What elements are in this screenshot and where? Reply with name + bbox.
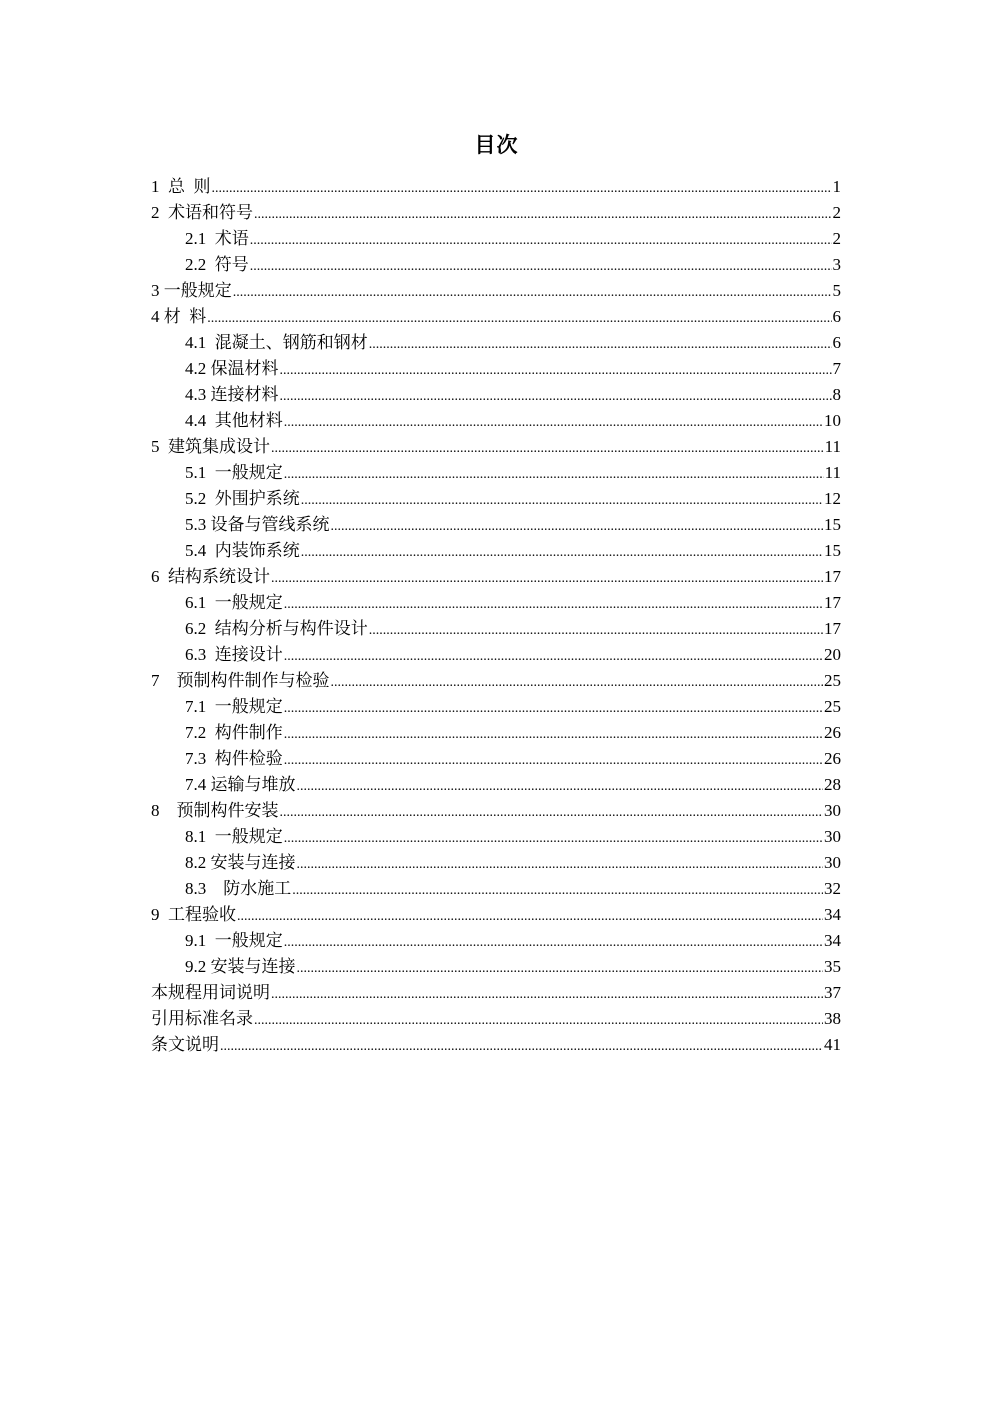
toc-entry[interactable]: [151, 382, 841, 408]
toc-entry[interactable]: [151, 954, 841, 980]
toc-dot-leader: [369, 332, 832, 358]
toc-dot-leader: [284, 748, 823, 774]
toc-entry-label: 9.1 一般规定: [185, 931, 283, 950]
toc-entry-label: 引用标准名录: [151, 1009, 253, 1028]
toc-entry[interactable]: [151, 512, 841, 538]
toc-entry-label: 4.4 其他材料: [185, 411, 283, 430]
toc-entry-page-number: 15: [824, 515, 841, 534]
toc-entry[interactable]: [151, 226, 841, 252]
table-of-contents: [151, 174, 841, 1058]
toc-dot-leader: [369, 618, 823, 644]
toc-dot-leader: [284, 644, 823, 670]
toc-dot-leader: [301, 540, 823, 566]
toc-entry[interactable]: [151, 174, 841, 200]
toc-entry[interactable]: [151, 1032, 841, 1058]
toc-entry-page-number: 30: [824, 801, 841, 820]
toc-entry-page-number: 3: [832, 255, 841, 274]
toc-entry-label: 3 一般规定: [151, 281, 232, 300]
toc-entry-label: 4.1 混凝土、钢筋和钢材: [185, 333, 368, 352]
toc-entry-page-number: 32: [824, 879, 841, 898]
toc-entry-page-number: 38: [824, 1009, 841, 1028]
toc-entry-label: 条文说明: [151, 1035, 219, 1054]
toc-entry-page-number: 35: [824, 957, 841, 976]
toc-entry-page-number: 8: [832, 385, 841, 404]
toc-entry-label: 5.3 设备与管线系统: [185, 515, 330, 534]
toc-entry-page-number: 15: [824, 541, 841, 560]
toc-entry-page-number: 17: [824, 619, 841, 638]
toc-entry[interactable]: [151, 486, 841, 512]
toc-entry-label: 4.3 连接材料: [185, 385, 279, 404]
toc-dot-leader: [331, 514, 824, 540]
toc-entry-page-number: 17: [824, 593, 841, 612]
toc-entry-page-number: 7: [832, 359, 841, 378]
toc-entry-label: 8.2 安装与连接: [185, 853, 296, 872]
toc-entry[interactable]: [151, 668, 841, 694]
toc-dot-leader: [297, 956, 824, 982]
toc-dot-leader: [220, 1034, 823, 1060]
toc-entry[interactable]: [151, 720, 841, 746]
toc-dot-leader: [284, 410, 823, 436]
toc-entry[interactable]: [151, 590, 841, 616]
toc-entry-label: 本规程用词说明: [151, 983, 270, 1002]
toc-entry-label: 5 建筑集成设计: [151, 437, 270, 456]
toc-entry[interactable]: [151, 642, 841, 668]
toc-entry[interactable]: [151, 460, 841, 486]
toc-dot-leader: [280, 358, 832, 384]
toc-entry-page-number: 41: [824, 1035, 841, 1054]
page-title: 目次: [474, 133, 519, 157]
toc-dot-leader: [297, 774, 824, 800]
toc-entry-page-number: 1: [832, 177, 841, 196]
toc-dot-leader: [284, 826, 823, 852]
toc-entry-label: 7.4 运输与堆放: [185, 775, 296, 794]
toc-entry-page-number: 10: [824, 411, 841, 430]
toc-entry-label: 7.1 一般规定: [185, 697, 283, 716]
toc-entry-label: 2.2 符号: [185, 255, 249, 274]
toc-entry-page-number: 30: [824, 827, 841, 846]
toc-entry-page-number: 5: [832, 281, 841, 300]
toc-entry[interactable]: [151, 902, 841, 928]
toc-entry-page-number: 12: [824, 489, 841, 508]
toc-entry-page-number: 26: [824, 723, 841, 742]
toc-dot-leader: [207, 306, 831, 332]
toc-dot-leader: [284, 462, 824, 488]
toc-dot-leader: [284, 592, 823, 618]
toc-dot-leader: [331, 670, 824, 696]
toc-entry-page-number: 17: [824, 567, 841, 586]
toc-entry-page-number: 28: [824, 775, 841, 794]
toc-dot-leader: [250, 254, 832, 280]
toc-entry[interactable]: [151, 1006, 841, 1032]
toc-dot-leader: [271, 566, 823, 592]
toc-entry-label: 5.4 内装饰系统: [185, 541, 300, 560]
toc-entry[interactable]: [151, 356, 841, 382]
toc-dot-leader: [271, 436, 824, 462]
toc-entry[interactable]: [151, 330, 841, 356]
toc-entry-page-number: 25: [824, 697, 841, 716]
toc-entry-label: 6.3 连接设计: [185, 645, 283, 664]
toc-entry[interactable]: [151, 824, 841, 850]
toc-entry-page-number: 11: [824, 437, 841, 456]
toc-entry-label: 9.2 安装与连接: [185, 957, 296, 976]
toc-entry[interactable]: [151, 616, 841, 642]
toc-entry[interactable]: [151, 200, 841, 226]
toc-entry-label: 6.2 结构分析与构件设计: [185, 619, 368, 638]
toc-entry-page-number: 2: [832, 229, 841, 248]
toc-entry-page-number: 25: [824, 671, 841, 690]
toc-entry-label: 2 术语和符号: [151, 203, 253, 222]
toc-dot-leader: [237, 904, 823, 930]
toc-entry[interactable]: [151, 252, 841, 278]
toc-entry[interactable]: [151, 434, 841, 460]
toc-entry-page-number: 34: [824, 905, 841, 924]
toc-entry[interactable]: [151, 746, 841, 772]
toc-entry[interactable]: [151, 772, 841, 798]
toc-entry-label: 2.1 术语: [185, 229, 249, 248]
toc-entry[interactable]: [151, 876, 841, 902]
toc-entry-label: 8.3 防水施工: [185, 879, 292, 898]
toc-dot-leader: [250, 228, 832, 254]
toc-entry[interactable]: [151, 564, 841, 590]
toc-dot-leader: [301, 488, 823, 514]
toc-dot-leader: [284, 930, 823, 956]
toc-entry-label: 5.2 外围护系统: [185, 489, 300, 508]
toc-dot-leader: [233, 280, 832, 306]
toc-entry[interactable]: [151, 408, 841, 434]
toc-dot-leader: [271, 982, 823, 1008]
toc-entry-page-number: 20: [824, 645, 841, 664]
toc-entry[interactable]: [151, 980, 841, 1006]
toc-entry-page-number: 6: [832, 333, 841, 352]
toc-entry-label: 5.1 一般规定: [185, 463, 283, 482]
toc-entry-page-number: 11: [824, 463, 841, 482]
toc-entry-label: 6 结构系统设计: [151, 567, 270, 586]
toc-entry-page-number: 6: [832, 307, 841, 326]
toc-entry[interactable]: [151, 538, 841, 564]
toc-entry-label: 8.1 一般规定: [185, 827, 283, 846]
toc-entry[interactable]: [151, 278, 841, 304]
toc-dot-leader: [254, 202, 832, 228]
toc-dot-leader: [284, 722, 823, 748]
toc-entry-label: 4 材 料: [151, 307, 207, 326]
toc-dot-leader: [284, 696, 823, 722]
toc-entry-page-number: 34: [824, 931, 841, 950]
toc-entry[interactable]: [151, 850, 841, 876]
toc-entry[interactable]: [151, 798, 841, 824]
toc-entry-label: 7.2 构件制作: [185, 723, 283, 742]
toc-entry[interactable]: [151, 928, 841, 954]
toc-dot-leader: [280, 800, 824, 826]
toc-entry-label: 9 工程验收: [151, 905, 236, 924]
toc-dot-leader: [297, 852, 824, 878]
toc-dot-leader: [292, 878, 823, 904]
toc-entry-label: 6.1 一般规定: [185, 593, 283, 612]
toc-dot-leader: [212, 176, 832, 202]
toc-entry-label: 7 预制构件制作与检验: [151, 671, 330, 690]
toc-entry-label: 4.2 保温材料: [185, 359, 279, 378]
toc-entry-label: 8 预制构件安装: [151, 801, 279, 820]
toc-entry-page-number: 26: [824, 749, 841, 768]
toc-entry-label: 1 总 则: [151, 177, 211, 196]
toc-entry-page-number: 2: [832, 203, 841, 222]
toc-entry-page-number: 30: [824, 853, 841, 872]
toc-entry-page-number: 37: [824, 983, 841, 1002]
toc-entry-label: 7.3 构件检验: [185, 749, 283, 768]
toc-entry[interactable]: [151, 694, 841, 720]
toc-entry[interactable]: [151, 304, 841, 330]
toc-dot-leader: [254, 1008, 823, 1034]
toc-dot-leader: [280, 384, 832, 410]
